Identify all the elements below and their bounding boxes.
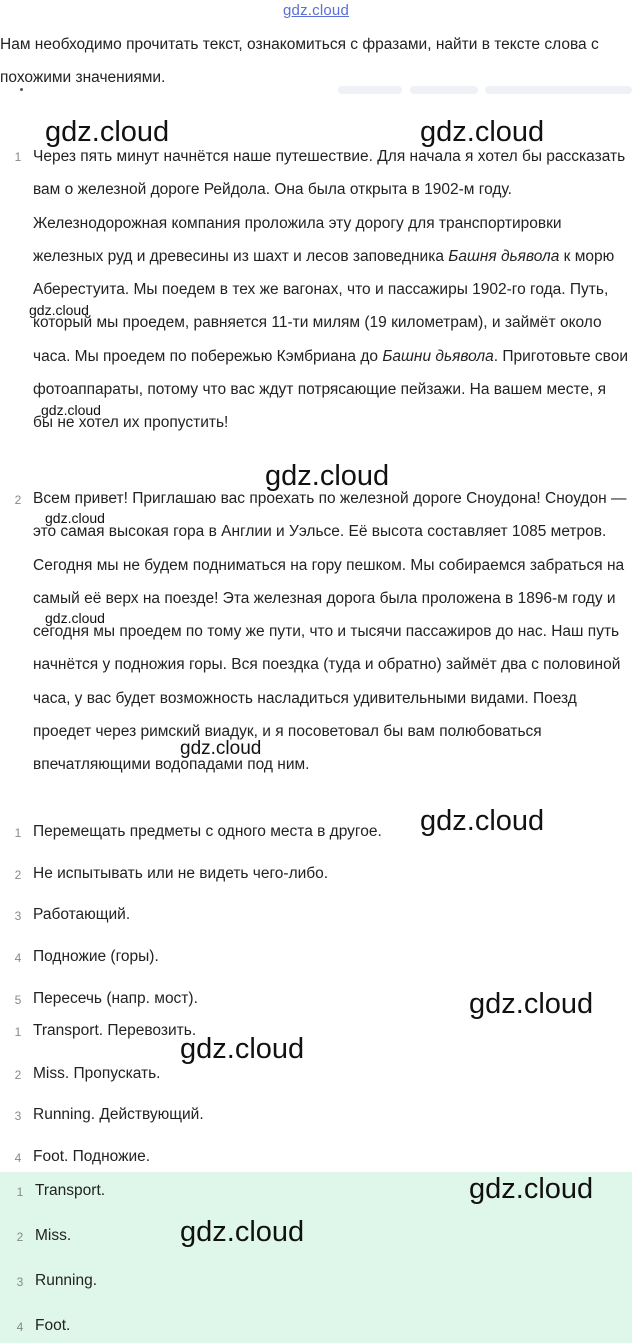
text-fragment: . Приготовьте свои фотоаппараты, потому что вас ждут потрясающие пейзажи. На вашем месте, я бы не хотел их пропустить! [33, 347, 628, 432]
watermark: gdz.cloud [29, 302, 89, 318]
definition-item: Подножие (горы). [33, 948, 159, 965]
reading-text-1 [33, 140, 628, 440]
translation-item: Running. Действующий. [33, 1106, 204, 1123]
definition-number: 5 [14, 993, 22, 1007]
watermark: gdz.cloud [180, 1033, 305, 1065]
answer-number: 4 [16, 1320, 24, 1334]
task-intro: Нам необходимо прочитать текст, ознакомиться с фразами, найти в тексте слова с похожими значениями. [0, 36, 599, 86]
italic-place-name: Башни дьявола [382, 347, 494, 365]
translation-item: Foot. Подножие. [33, 1148, 151, 1165]
clipped-tab-row [0, 86, 632, 116]
clipped-tab[interactable] [338, 86, 402, 94]
watermark: gdz.cloud [469, 1173, 594, 1205]
translation-item: Miss. Пропускать. [33, 1065, 161, 1082]
watermark: gdz.cloud [180, 1216, 305, 1248]
watermark: gdz.cloud [41, 402, 101, 418]
bullet-dot [20, 88, 23, 91]
paragraph-number: 1 [14, 150, 22, 164]
translation-number: 2 [14, 1068, 22, 1082]
definition-item: Работающий. [33, 906, 131, 923]
watermark: gdz.cloud [180, 738, 262, 759]
text-fragment: к морю Аберестуита. Мы поедем в тех же вагонах, что и пассажиры 1902-го года. Путь, который мы проедем, равняется 11-ти милям (19 километрам), и займёт около часа. Мы проедем по побережью Кэмбриана до [33, 247, 615, 365]
definition-item: Не испытывать или не видеть чего-либо. [33, 865, 329, 882]
answer-item: Transport. [35, 1182, 106, 1199]
watermark: gdz.cloud [45, 610, 105, 626]
answer-number: 1 [16, 1185, 24, 1199]
definition-item: Пересечь (напр. мост). [33, 990, 198, 1007]
translation-item: Transport. Перевозить. [33, 1022, 197, 1039]
watermark: gdz.cloud [420, 805, 545, 837]
definition-item: Перемещать предметы с одного места в другое. [33, 823, 382, 840]
answer-item: Foot. [35, 1317, 71, 1334]
watermark: gdz.cloud [265, 460, 390, 492]
translation-number: 3 [14, 1109, 22, 1123]
answer-item: Running. [35, 1272, 98, 1289]
definition-number: 2 [14, 868, 22, 882]
definition-number: 1 [14, 826, 22, 840]
clipped-tab[interactable] [410, 86, 478, 94]
translation-number: 4 [14, 1151, 22, 1165]
site-logo[interactable]: gdz.cloud [282, 2, 349, 19]
translation-number: 1 [14, 1025, 22, 1039]
answer-number: 2 [16, 1230, 24, 1244]
answer-number: 3 [16, 1275, 24, 1289]
watermark: gdz.cloud [45, 116, 170, 148]
watermark: gdz.cloud [420, 116, 545, 148]
definition-number: 3 [14, 909, 22, 923]
reading-text-2: Всем привет! Приглашаю вас проехать по железной дороге Сноудона! Сноудон — это самая высокая гора в Англии и Уэльсе. Её высота составляет 1085 метров. Сегодня мы не будем подниматься на гору пешком. Мы собираемся забраться на самый её верх на поезде! Эта железная дорога была проложена в 1896-м году и сегодня мы проедем по тому же пути, что и тысячи пассажиров до нас. Наш путь начнётся у подножия горы. Вся поездка (туда и обратно) займёт два с половиной часа, у вас будет возможность насладиться удивительными видами. Поезд проедет через римский виадук, и я посоветовал бы вам полюбоваться впечатляющими водопадами под ним. [33, 490, 627, 774]
answer-item: Miss. [35, 1227, 72, 1244]
watermark: gdz.cloud [45, 510, 105, 526]
clipped-tab[interactable] [485, 86, 632, 94]
watermark: gdz.cloud [469, 988, 594, 1020]
italic-place-name: Башня дьявола [448, 247, 560, 265]
text-fragment: Через пять минут начнётся наше путешествие. Для начала я хотел бы рассказать вам о железной дороге Рейдола. Она была открыта в 1902-м году. Железнодорожная компания проложила эту дорогу для транспортировки железных руд и древесины из шахт и лесов заповедника [33, 148, 626, 265]
definition-number: 4 [14, 951, 22, 965]
paragraph-number: 2 [14, 493, 22, 507]
